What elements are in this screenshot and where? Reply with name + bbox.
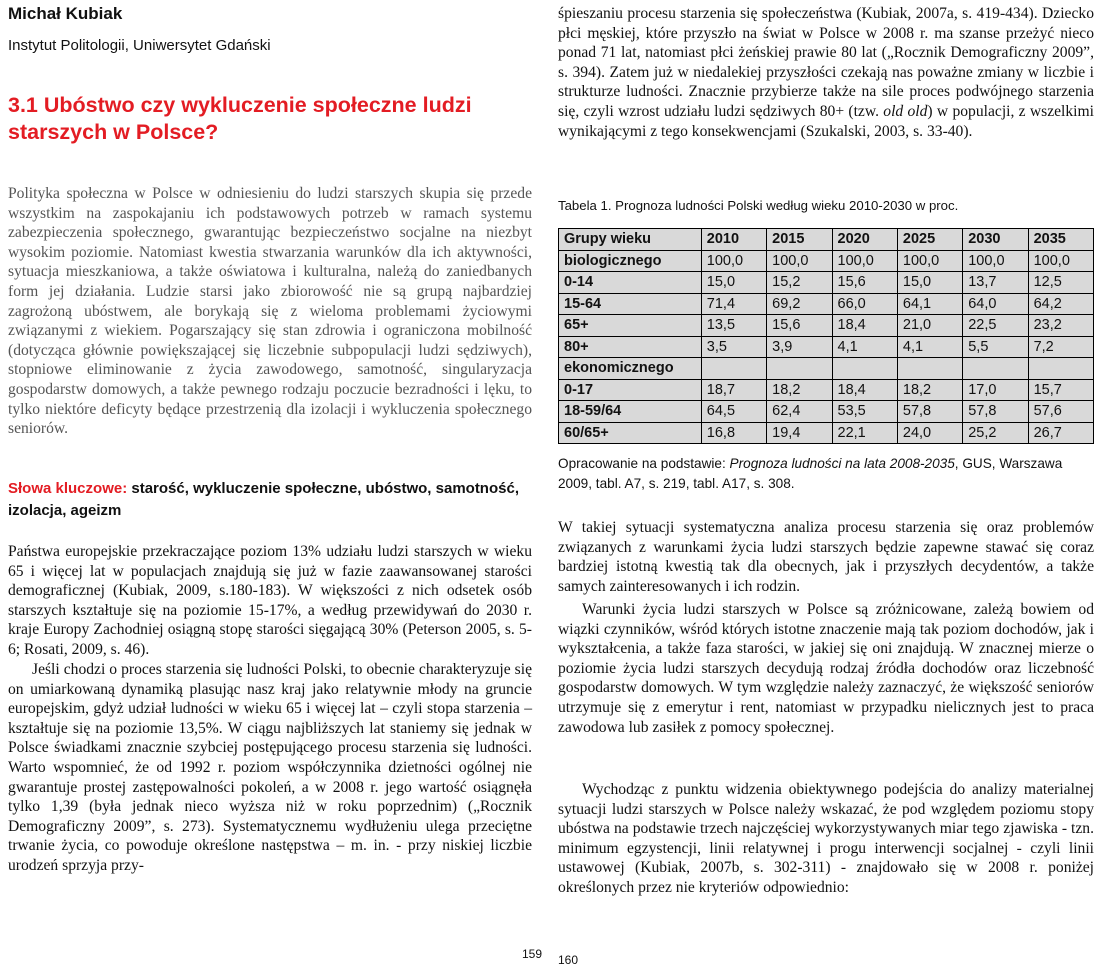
table-cell — [897, 358, 962, 380]
table-caption: Tabela 1. Prognoza ludności Polski według wieku 2010-2030 w proc. — [558, 198, 959, 213]
table-cell — [963, 358, 1028, 380]
table-cell — [1028, 358, 1093, 380]
year-header: 2025 — [897, 229, 962, 251]
table-cell: 5,5 — [963, 336, 1028, 358]
row-label: 0-14 — [559, 272, 702, 294]
table-cell: 100,0 — [701, 250, 766, 272]
table-row — [559, 358, 1094, 380]
table-cell: 100,0 — [963, 250, 1028, 272]
table-cell: 100,0 — [1028, 250, 1093, 272]
table-cell: 100,0 — [767, 250, 832, 272]
row-label: 0-17 — [559, 379, 702, 401]
body-paragraph-5: Wychodząc z punktu widzenia obiektywnego podejścia do analizy materialnej sytuacji ludzi starszych w Polsce należy wskazać, że pod względem poziomu stopy ubóstwa na podstawie trzech najczęściej wykorzystywanych miar tego zjawiska - tzn. minimum egzystencji, linii relatywnej i progu interwencji socjalnej - czyli linii ustawowej (Kubiak, 2007b, s. 302-311) - znajdowało się w 2008 r. poniżej określonych przez nie kryteriów odpowiednio: — [558, 781, 1094, 896]
table-cell: 62,4 — [767, 401, 832, 423]
body-paragraph-continued: śpieszaniu procesu starzenia się społeczeństwa (Kubiak, 2007a, s. 419-434). Dziecko płci męskiej, które przyszło na świat w Polsce w 2008 r. ma szanse przeżyć nieco ponad 71 lat, natomiast płci żeńskiej prawie 80 lat („Rocznik Demograficzny 2009”, s. 394). Zatem już w niedalekiej przyszłości czekają nas poważne zmiany w liczbie i strukturze ludności. Znacznie przybierze także na sile proces podwójnego starzenia się, czyli wzrost udziału ludzi sędziwych 80+ (tzw. old old) w populacji, z wszelkimi wynikającymi z tego konsekwencjami (Szukalski, 2003, s. 33-40). — [558, 5, 1094, 140]
table-cell: 15,6 — [832, 272, 897, 294]
table-cell: 15,6 — [767, 315, 832, 337]
table-cell: 64,1 — [897, 293, 962, 315]
table-cell: 15,7 — [1028, 379, 1093, 401]
table-cell: 21,0 — [897, 315, 962, 337]
year-header: 2010 — [701, 229, 766, 251]
table-cell: 13,7 — [963, 272, 1028, 294]
table-cell: 18,7 — [701, 379, 766, 401]
section-title: 3.1 Ubóstwo czy wykluczenie społeczne ludzi starszych w Polsce? — [8, 93, 472, 144]
table-cell: 23,2 — [1028, 315, 1093, 337]
keywords-text: starość, wykluczenie społeczne, ubóstwo, samotność, izolacja, ageizm — [8, 480, 519, 519]
table-row — [559, 315, 1094, 337]
table-cell: 53,5 — [832, 401, 897, 423]
table-cell: 13,5 — [701, 315, 766, 337]
table-row — [559, 250, 1094, 272]
page-number-left: 159 — [522, 947, 543, 961]
table-cell: 7,2 — [1028, 336, 1093, 358]
table-cell: 66,0 — [832, 293, 897, 315]
table-row — [559, 401, 1094, 423]
table-cell — [767, 358, 832, 380]
row-label: 80+ — [559, 336, 702, 358]
table-cell: 100,0 — [897, 250, 962, 272]
table-cell: 19,4 — [767, 422, 832, 444]
table-row — [559, 422, 1094, 444]
page-number-right: 160 — [558, 953, 579, 967]
population-forecast-table — [558, 228, 1094, 444]
row-label: 65+ — [559, 315, 702, 337]
body-paragraph-1: Państwa europejskie przekraczające poziom 13% udziału ludzi starszych w wieku 65 i więcej lat w populacjach znajdują się już w fazie zaawansowanej starości demograficznej (Kubiak, 2009, s.180-183). W większości z nich odsetek osób starszych kształtuje się na poziomie 15-17%, a według przewidywań do 2030 r. kraje Europy Zachodniej osiągną stopę starości sięgającą 30% (Peterson 2005, s. 5-6; Rosati, 2009, s. 46). — [8, 543, 532, 658]
table-row — [559, 336, 1094, 358]
table-cell: 15,2 — [767, 272, 832, 294]
keywords-label: Słowa kluczowe: — [8, 480, 128, 497]
body-paragraph-3: W takiej sytuacji systematyczna analiza procesu starzenia się oraz problemów związanych z warunkami życia ludzi starszych będzie zapewne stawać się coraz bardziej istotną kwestią tak dla obecnych, jak i przyszłych decydentów, a także samych zainteresowanych i ich rodzin. — [558, 519, 1094, 595]
table-cell — [701, 358, 766, 380]
year-header: 2035 — [1028, 229, 1093, 251]
right-page — [558, 0, 1094, 972]
author-affiliation: Instytut Politologii, Uniwersytet Gdański — [8, 37, 271, 54]
left-page — [8, 0, 543, 972]
keywords — [8, 478, 532, 522]
table-cell: 3,9 — [767, 336, 832, 358]
table-cell: 69,2 — [767, 293, 832, 315]
table-cell: 64,0 — [963, 293, 1028, 315]
row-label: 18-59/64 — [559, 401, 702, 423]
table-cell: 57,6 — [1028, 401, 1093, 423]
italic-term: old old — [883, 102, 928, 120]
year-header: 2030 — [963, 229, 1028, 251]
table-cell: 12,5 — [1028, 272, 1093, 294]
table-cell: 3,5 — [701, 336, 766, 358]
table-cell: 16,8 — [701, 422, 766, 444]
table-cell: 22,1 — [832, 422, 897, 444]
table-cell: 18,4 — [832, 379, 897, 401]
table-header-cell: biologicznego — [559, 250, 702, 272]
abstract: Polityka społeczna w Polsce w odniesieniu do ludzi starszych skupia się przede wszystkim na zaspokajaniu ich podstawowych potrzeb w ramach systemu zabezpieczenia społecznego, gwarantując bezpieczeństwo socjalne na niezbyt wysokim poziomie. Natomiast kwestia stwarzania warunków dla ich aktywności, sytuacja mieszkaniowa, a także oświatowa i kulturalna, należą do zaniedbanych form jej działania. Ludzie starsi jako zbiorowość nie są grupą najbardziej zagrożoną ubóstwem, ale borykają się z wieloma problemami życiowymi związanymi z wiekiem. Pogarszający się stan zdrowia i ograniczona mobilność (dotycząca głównie powiększającej się liczebnie subpopulacji ludzi sędziwych), stopniowe eliminowanie z życia zawodowego, samotność, singularyzacja gospodarstw domowych, a także pewnego rodzaju poczucie bezradności i lęku, to tylko niektóre deficyty będące przestrzenią dla izolacji i wykluczenia społecznego seniorów. — [8, 185, 532, 438]
table-header-cell: Grupy wieku — [559, 229, 702, 251]
table-row — [559, 272, 1094, 294]
table-cell: 26,7 — [1028, 422, 1093, 444]
table-cell: 4,1 — [897, 336, 962, 358]
table-cell — [832, 358, 897, 380]
table-cell: 100,0 — [832, 250, 897, 272]
body-paragraph-2: Jeśli chodzi o proces starzenia się ludności Polski, to obecnie charakteryzuje się on umiarkowaną dynamiką plasując nasz kraj jako relatywnie młody na gruncie europejskim, gdyż udział ludności w wieku 65 i więcej lat – czyli stopa starzenia – kształtuje się na poziomie 13,5%. W ciągu najbliższych lat staniemy się jednak w Polsce świadkami znacznie szybciej postępującego procesu starzenia się ludności. Warto wspomnieć, że od 1992 r. poziom współczynnika dzietności ogólnej nie gwarantuje prostej zastępowalności pokoleń, a w 2008 r. jego wartość osiągnęła tylko 1,39 (była jednak nieco wyższa niż w roku poprzednim) („Rocznik Demograficzny 2009”, s. 273). Systematycznemu wydłużeniu ulega przeciętne trwanie życia, co powoduje określone następstwa – m. in. - przy niskiej liczbie urodzeń sprzyja przy- — [8, 661, 532, 874]
table-cell: 18,4 — [832, 315, 897, 337]
table-cell: 25,2 — [963, 422, 1028, 444]
year-header: 2015 — [767, 229, 832, 251]
table-cell: 4,1 — [832, 336, 897, 358]
table-cell: 15,0 — [897, 272, 962, 294]
table-cell: 24,0 — [897, 422, 962, 444]
author-name: Michał Kubiak — [8, 4, 123, 23]
table-cell: 64,5 — [701, 401, 766, 423]
table-cell: 71,4 — [701, 293, 766, 315]
row-label: 60/65+ — [559, 422, 702, 444]
table-cell: 15,0 — [701, 272, 766, 294]
table-cell: 57,8 — [897, 401, 962, 423]
table-cell: 22,5 — [963, 315, 1028, 337]
row-label: ekonomicznego — [559, 358, 702, 380]
table-cell: 57,8 — [963, 401, 1028, 423]
table-cell: 18,2 — [897, 379, 962, 401]
table-source-note: Opracowanie na podstawie: Prognoza ludności na lata 2008-2035, GUS, Warszawa 2009, tabl. A7, s. 219, tabl. A17, s. 308. — [558, 456, 1063, 491]
row-label: 15-64 — [559, 293, 702, 315]
table-row — [559, 293, 1094, 315]
table-cell: 17,0 — [963, 379, 1028, 401]
table-cell: 18,2 — [767, 379, 832, 401]
body-paragraph-4: Warunki życia ludzi starszych w Polsce są zróżnicowane, zależą bowiem od wiązki czynników, wśród których istotne znaczenie mają tak poziom dochodów, jak i wykształcenia, a także faza starości, w jakiej się oni znajdują. W znacznej mierze o poziomie życia ludzi starszych decydują rodzaj źródła dochodów oraz liczebność gospodarstw domowych. W tym względzie należy zaznaczyć, że większość seniorów utrzymuje się z emerytur i rent, natomiast w przypadku nielicznych jest to praca zawodowa lub zasiłek z pomocy społecznej. — [558, 601, 1094, 736]
year-header: 2020 — [832, 229, 897, 251]
table-header-row — [559, 229, 1094, 251]
table-cell: 64,2 — [1028, 293, 1093, 315]
table-row — [559, 379, 1094, 401]
